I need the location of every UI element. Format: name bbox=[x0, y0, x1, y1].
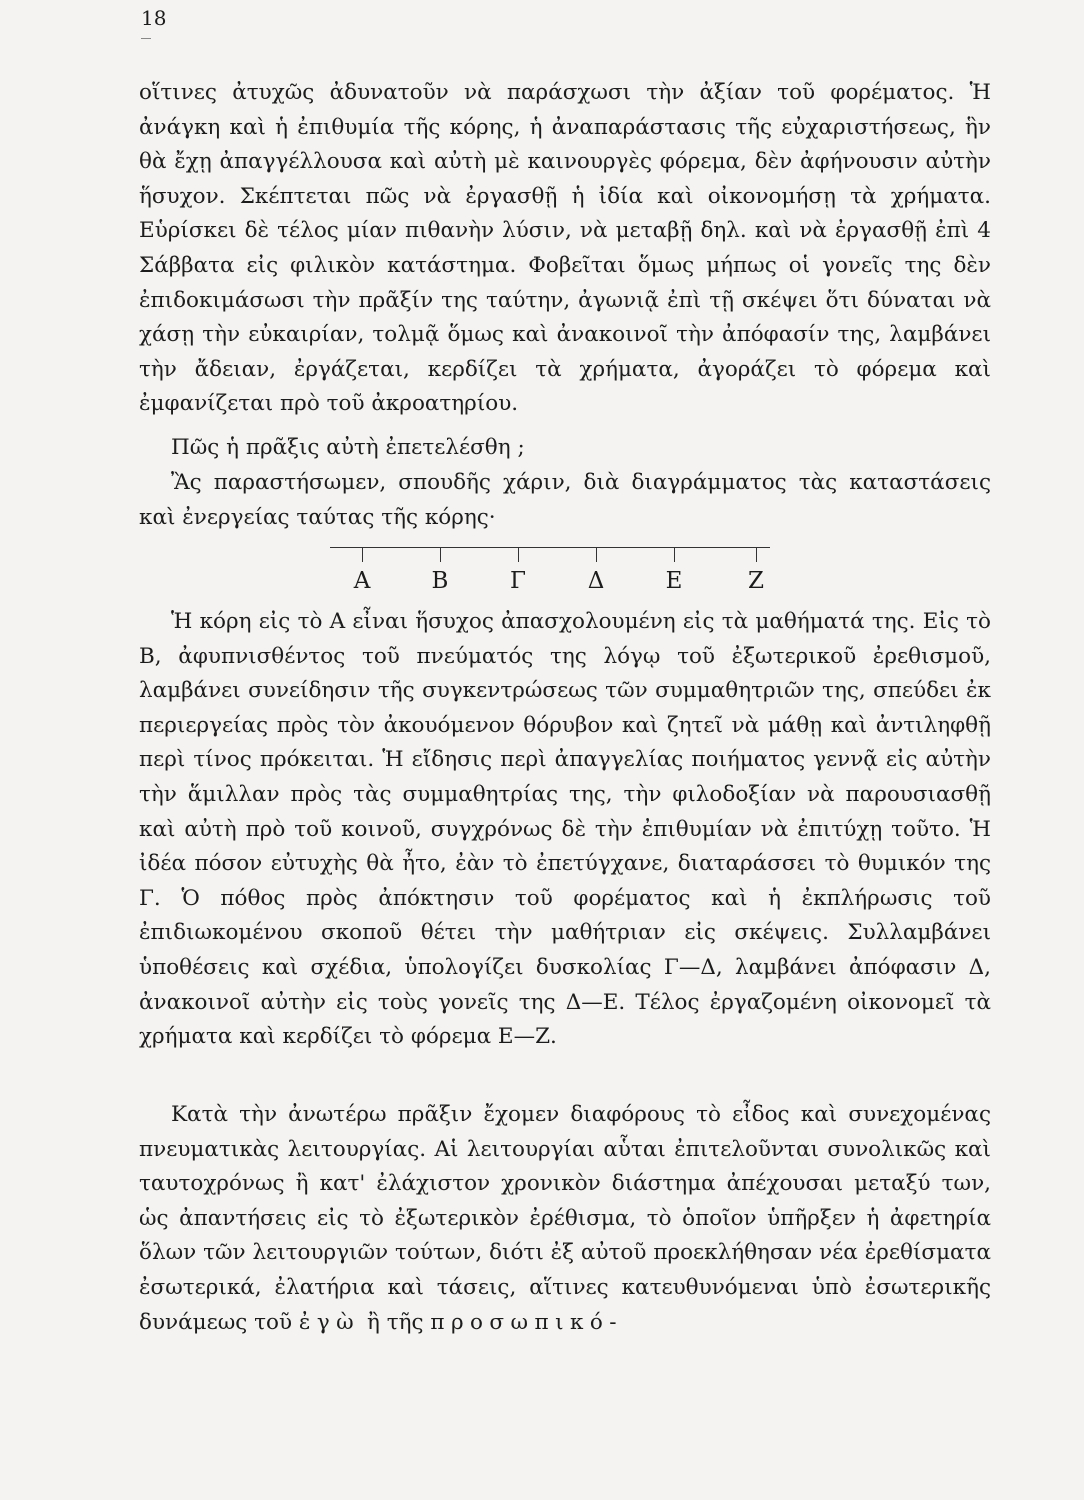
diagram-tick-e bbox=[674, 548, 675, 562]
diagram-baseline bbox=[330, 547, 770, 548]
diagram-label-e: Ε bbox=[665, 568, 683, 594]
diagram-label-b: Β bbox=[431, 568, 449, 594]
diagram-tick-b bbox=[440, 548, 441, 562]
paragraph-5-main: Κατὰ τὴν ἀνωτέρω πρᾶξιν ἔχομεν διαφόρους τὸ εἶδος καὶ συνεχομένας πνευματικὰς λειτουργίας. Αἱ λειτουργίαι αὗται ἐπιτελοῦνται συνολικῶς καὶ ταυτοχρόνως ἢ κατ' ἐλάχιστον χρονικὸν διάστημα ἀπέχουσαι μεταξύ των, ὡς ἀπαντήσεις εἰς τὸ ἐξωτερικὸν ἐρέθισμα, τὸ ὁποῖον ὑπῆρξεν ἡ ἀφετηρία ὅλων τῶν λειτουργιῶν τούτων, διότι ἐξ αὐτοῦ προεκλήθησαν νέα ἐρεθίσματα ἐσωτερικά, ἐλατήρια καὶ τάσεις, αἵτινες κατευθυνόμεναι ὑπὸ ἐσωτερικῆς δυνάμεως τοῦ bbox=[139, 1102, 991, 1335]
paragraph-3: Ἂς παραστήσωμεν, σπουδῆς χάριν, διὰ διαγράμματος τὰς καταστάσεις καὶ ἐνεργείας ταύτας τῆς κόρης· bbox=[139, 470, 991, 530]
paragraph-2: Πῶς ἡ πρᾶξις αὐτὴ ἐπετελέσθη ; bbox=[171, 435, 525, 460]
diagram-label-a: Α bbox=[353, 568, 371, 594]
diagram-tick-f bbox=[756, 548, 757, 562]
page-number-rule bbox=[141, 38, 151, 39]
stage-diagram bbox=[330, 540, 800, 602]
paragraph-1: οἵτινες ἀτυχῶς ἀδυνατοῦν νὰ παράσχωσι τὴν ἀξίαν τοῦ φορέματος. Ἡ ἀνάγκη καὶ ἡ ἐπιθυμία τῆς κόρης, ἡ ἀναπαράστασις τῆς εὐχαριστήσεως, ἣν θὰ ἔχῃ ἀπαγγέλλουσα καὶ αὐτὴ μὲ καινουργὲς φόρεμα, δὲν ἀφήνουσιν αὐτὴν ἥσυχον. Σκέπτεται πῶς νὰ ἐργασθῇ ἡ ἰδία καὶ οἰκονομήσῃ τὰ χρήματα. Εὑρίσκει δὲ τέλος μίαν πιθανὴν λύσιν, νὰ μεταβῇ δηλ. καὶ νὰ ἐργασθῇ ἐπὶ 4 Σάββατα εἰς φιλικὸν κατάστημα. Φοβεῖται ὅμως μήπως οἱ γονεῖς της δὲν ἐπιδοκιμάσωσι τὴν πρᾶξίν της ταύτην, ἀγωνιᾷ ἐπὶ τῇ σκέψει ὅτι δύναται νὰ χάσῃ τὴν εὐκαιρίαν, τολμᾷ ὅμως καὶ ἀνακοινοῖ τὴν ἀπόφασίν της, λαμβάνει τὴν ἄδειαν, ἐργάζεται, κερδίζει τὰ χρήματα, ἀγοράζει τὸ φόρεμα καὶ ἐμφανίζεται πρὸ τοῦ ἀκροατηρίου. bbox=[139, 80, 991, 417]
paragraph-5-mid: ἢ τῆς bbox=[360, 1309, 431, 1335]
diagram-tick-c bbox=[518, 548, 519, 562]
diagram-tick-d bbox=[596, 548, 597, 562]
paragraph-4: Ἡ κόρη εἰς τὸ Α εἶναι ἥσυχος ἀπασχολουμένη εἰς τὰ μαθήματά της. Εἰς τὸ Β, ἀφυπνισθέντος τοῦ πνεύματός της λόγῳ τοῦ ἐξωτερικοῦ ἐρεθισμοῦ, λαμβάνει συνείδησιν τῆς συγκεντρώσεως τῶν συμμαθητριῶν της, σπεύδει ἐκ περιεργείας πρὸς τὸν ἀκουόμενον θόρυβον καὶ ζητεῖ νὰ μάθῃ καὶ ἀντιληφθῇ περὶ τίνος πρόκειται. Ἡ εἴδησις περὶ ἀπαγγελίας ποιήματος γεννᾷ εἰς αὐτὴν τὴν ἅμιλλαν πρὸς τὰς συμμαθητρίας της, τὴν φιλοδοξίαν νὰ παρουσιασθῇ καὶ αὐτὴ πρὸ τοῦ κοινοῦ, συγχρόνως δὲ τὴν ἐπιθυμίαν νὰ ἐπιτύχῃ τοῦτο. Ἡ ἰδέα πόσον εὐτυχὴς θὰ ἦτο, ἐὰν τὸ ἐπετύγχανε, διαταράσσει τὸ θυμικόν της Γ. Ὁ πόθος πρὸς ἀπόκτησιν τοῦ φορέματος καὶ ἡ ἐκπλήρωσις τοῦ ἐπιδιωκομένου σκοποῦ θέτει τὴν μαθήτριαν εἰς σκέψεις. Συλλαμβάνει ὑποθέσεις καὶ σχέδια, ὑπολογίζει δυσκολίας Γ—Δ, λαμβάνει ἀπόφασιν Δ, ἀνακοινοῖ αὐτὴν εἰς τοὺς γονεῖς της Δ—Ε. Τέλος ἐργαζομένη οἰκονομεῖ τὰ χρήματα καὶ κερδίζει τὸ φόρεμα Ε—Ζ. bbox=[139, 609, 991, 1050]
diagram-label-f: Ζ bbox=[748, 568, 764, 594]
page-number: 18 bbox=[141, 6, 167, 30]
paragraph-5-spaced-ego: ἐγὼ bbox=[298, 1309, 361, 1335]
diagram-tick-a bbox=[362, 548, 363, 562]
diagram-label-d: Δ bbox=[587, 568, 605, 594]
paragraph-5 bbox=[139, 1098, 991, 1340]
diagram-label-c: Γ bbox=[510, 568, 526, 594]
paragraph-5-spaced-prosopiko: προσωπικό- bbox=[430, 1309, 623, 1335]
